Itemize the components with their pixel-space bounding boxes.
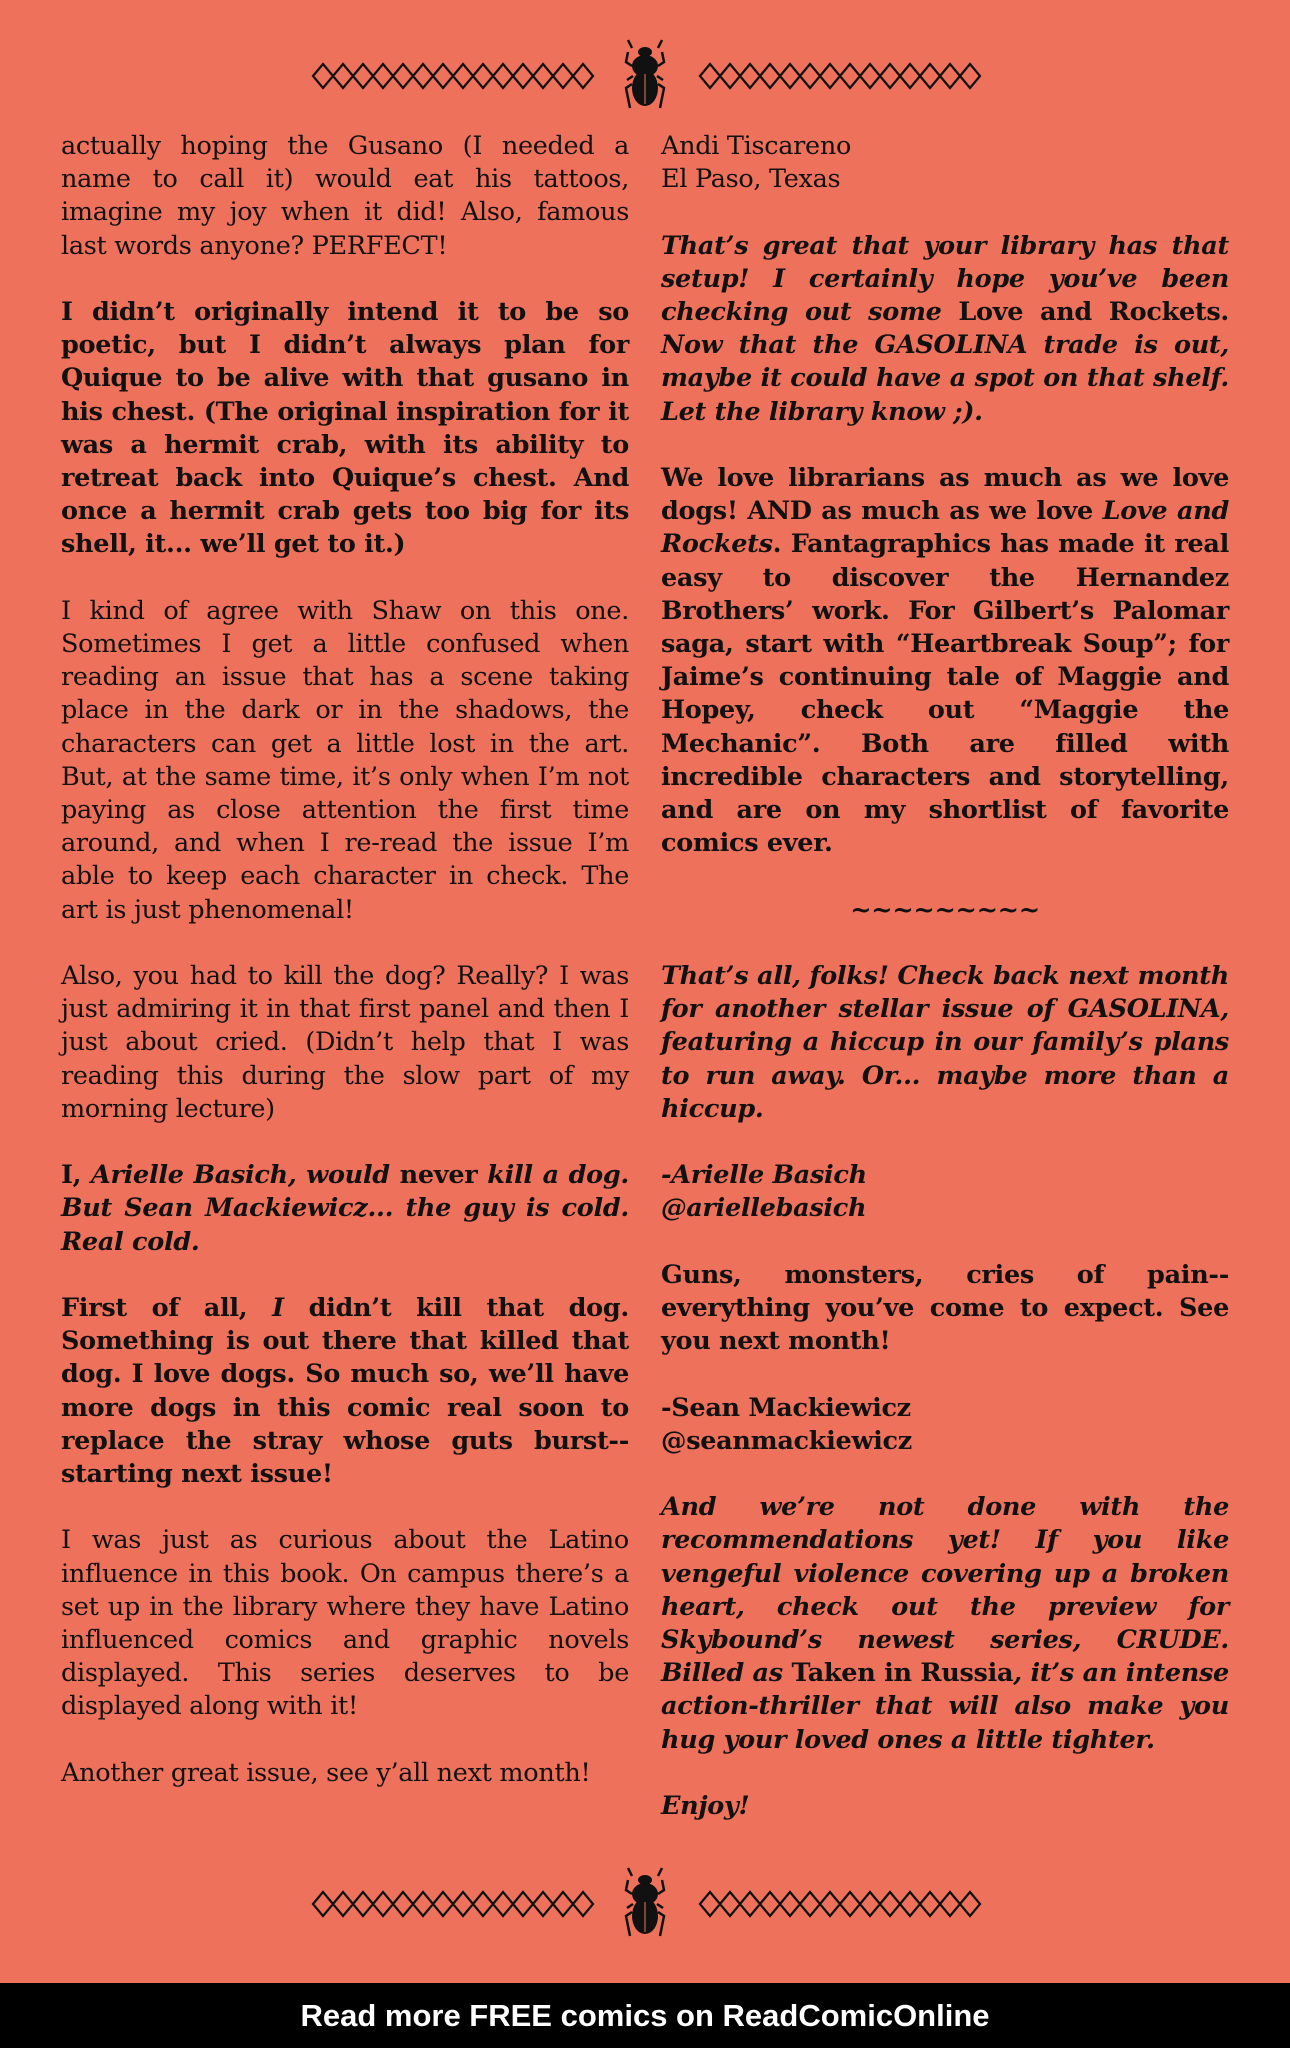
text-run: @ariellebasich xyxy=(661,1193,867,1224)
paragraph xyxy=(661,130,1229,196)
text-run: Arielle Basich, would xyxy=(91,1160,390,1191)
section-divider xyxy=(661,894,1229,927)
text-run: Another great issue, see y’all next month! xyxy=(61,1757,591,1788)
paragraph xyxy=(61,1159,629,1259)
text-run: , it’s an intense action-thriller that will also make you hug your loved ones a little tighter. xyxy=(661,1658,1229,1755)
paragraph xyxy=(661,1392,1229,1458)
text-run: I, xyxy=(61,1160,92,1191)
text-run: kill a dog. But Sean Mackiewicz... the guy is cold. Real cold. xyxy=(61,1160,629,1257)
paragraph xyxy=(661,1790,1229,1823)
paragraph xyxy=(661,230,1229,429)
paragraph xyxy=(61,960,629,1126)
text-run: El Paso, Texas xyxy=(661,164,841,195)
diamond-chain-icon xyxy=(313,64,593,88)
text-run: Also, you had to kill the dog? Really? I was just admiring it in that first panel and then I just about cried. (Didn’t help that I was reading this during the slow part of my morning lecture) xyxy=(61,961,629,1124)
text-run: didn’t kill that dog. Something is out there that killed that dog. I love dogs. So much so, we’ll have more dogs in this comic real soon to replace the stray whose guts burst--starting next issue! xyxy=(61,1293,629,1490)
text-run: -Arielle Basich xyxy=(661,1160,867,1191)
text-run: And we’re not done with the recommendations yet! If you like vengeful violence covering up a broken heart, check out the preview for Skybound’s newest series, CRUDE. Billed as xyxy=(661,1492,1229,1689)
text-run: I was just as curious about the Latino influence in this book. On campus there’s a set up in the library where they have Latino influenced comics and graphic novels displayed. This series deserves to be displayed along with it! xyxy=(61,1525,629,1722)
text-run: Andi Tiscareno xyxy=(661,131,852,161)
paragraph xyxy=(61,130,629,263)
text-run: I kind of agree with Shaw on this one. Sometimes I get a little confused when reading an issue that has a scene taking place in the dark or in the shadows, the characters can get a little lost in the art. But, at the same time, it’s only when I’m not paying as close attention the first time around, and when I re-read the issue I’m able to keep each character in check. The art is just phenomenal! xyxy=(61,595,629,925)
paragraph xyxy=(661,1159,1229,1225)
text-run: Enjoy! xyxy=(661,1791,750,1822)
letters-column-left xyxy=(61,130,629,1823)
promo-text[interactable]: Read more FREE comics on ReadComicOnline xyxy=(300,1997,990,2033)
paragraph xyxy=(661,960,1229,1126)
text-run: That’s great that your library has that setup! I certainly hope you’ve been checking out some xyxy=(661,230,1229,327)
promo-banner[interactable] xyxy=(0,1983,1290,2048)
paragraph xyxy=(61,595,629,927)
text-run: Guns, monsters, cries of pain--everything you’ve come to expect. See you next month! xyxy=(661,1259,1229,1357)
footer-ornament xyxy=(0,1864,1290,1944)
text-run: never xyxy=(389,1160,488,1191)
diamond-chain-icon xyxy=(700,1892,980,1916)
paragraph xyxy=(61,1757,629,1790)
text-run: . Fantagraphics has made it real easy to discover the Hernandez Brothers’ work. For Gilbert’s Palomar saga, start with “Heartbreak Soup”; for Jaime’s continuing tale of Maggie and Hopey, check out “Maggie the Mechanic”. Both are filled with incredible characters and storytelling, and are on my shortlist of favorite comics ever. xyxy=(661,529,1229,859)
diamond-chain-icon xyxy=(313,1892,593,1916)
text-run: First of all, xyxy=(61,1293,273,1324)
text-run: Love and Rockets xyxy=(661,496,1229,560)
paragraph xyxy=(661,1491,1229,1757)
text-run: We love librarians as much as we love dogs! AND as much as we love xyxy=(661,463,1229,527)
scarab-beetle-icon xyxy=(626,40,664,108)
paragraph xyxy=(661,1259,1229,1359)
scarab-beetle-icon xyxy=(626,1868,664,1936)
header-ornament xyxy=(0,36,1290,116)
text-run: I didn’t originally intend it to be so poetic, but I didn’t always plan for Quique to be alive with that gusano in his chest. (The original inspiration for it was a hermit crab, with its ability to retreat back into Quique’s chest. And once a hermit crab gets too big for its shell, it... we’ll get to it.) xyxy=(61,297,629,560)
text-run: Taken in Russia xyxy=(791,1658,1014,1689)
paragraph xyxy=(61,1524,629,1723)
paragraph xyxy=(661,462,1229,860)
letters-column-right xyxy=(661,130,1229,1856)
text-run: Now that the GASOLINA trade is out, maybe it could have a spot on that shelf. Let the library know ;). xyxy=(661,330,1229,427)
diamond-chain-icon xyxy=(700,64,980,88)
text-run: -Sean Mackiewicz xyxy=(661,1392,911,1423)
text-run: actually hoping the Gusano (I needed a name to call it) would eat his tattoos, imagine my joy when it did! Also, famous last words anyone? PERFECT! xyxy=(61,131,629,261)
text-run: Love and Rockets. xyxy=(958,297,1229,327)
paragraph xyxy=(61,296,629,562)
text-run: I xyxy=(272,1293,284,1324)
paragraph xyxy=(61,1292,629,1491)
text-run: @seanmackiewicz xyxy=(661,1425,912,1456)
text-run: That’s all, folks! Check back next month for another stellar issue of GASOLINA, featuring a hiccup in our family’s plans to run away. Or... maybe more than a hiccup. xyxy=(661,961,1229,1124)
text-run: ~~~~~~~~~ xyxy=(850,894,1040,925)
